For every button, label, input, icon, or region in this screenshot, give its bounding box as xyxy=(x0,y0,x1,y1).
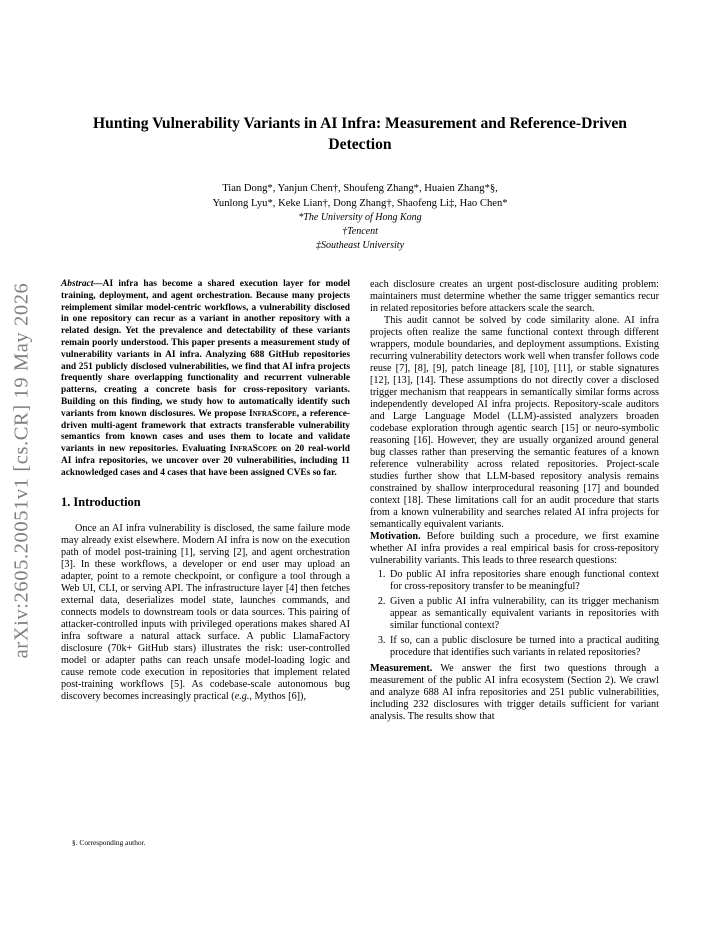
motivation-paragraph xyxy=(370,531,659,567)
measurement-text: We answer the first two questions through a measurement of the public AI infra ecosystem (Section 2). We crawl and analyze 688 AI infra repositories and 251 public vulnerabilities, including 232 disclosures with trigger details sufficient for variant analysis. The results show that xyxy=(370,663,659,722)
right-paragraph-1: each disclosure creates an urgent post-disclosure auditing problem: maintainers must determine whether the same trigger semantics recur in related repositories before attackers scale the search. xyxy=(370,279,659,314)
research-question-2: 2. Given a public AI infra vulnerability, can its trigger mechanism appear as semantically equivalent variants in repositories with similar functional context? xyxy=(388,596,659,632)
measurement-paragraph xyxy=(370,663,659,723)
left-column xyxy=(61,279,350,703)
paper-title: Hunting Vulnerability Variants in AI Infra: Measurement and Reference-Driven Detection xyxy=(93,115,627,153)
research-question-3: 3. If so, can a public disclosure be turned into a practical auditing procedure that identifies such variants in related repositories? xyxy=(388,635,659,659)
motivation-text: Before building such a procedure, we first examine whether AI infra provides a real empirical basis for cross-repository vulnerability variants. This leads to three research questions: xyxy=(370,531,659,566)
tool-name: InfraScope xyxy=(248,408,297,419)
affiliation-tencent: †Tencent xyxy=(342,226,378,237)
abstract xyxy=(61,279,350,480)
right-paragraph-2: This audit cannot be solved by code similarity alone. AI infra projects often realize the same functional context through different wrappers, module boundaries, and deployment assumptions. Existing recurring vulnerability detectors work well when transfer follows code reuse [7], [8], [9], patch lineage [8], [10], [11], or stable signatures [12], [13], [14]. These assumptions do not directly cover a disclosed trigger mechanism that reappears in semantically similar forms across independently developed AI infra projects. Repository-scale auditors and Large Language Model (LLM)-assisted analyzers broaden codebase exploration through agentic search [15] or neuro-symbolic reasoning [16]. However, they are usually organized around general bug classes rather than preserving the semantic features of a known reference vulnerability across related repositories. Project-scale studies further show that LLM-based repository analysis remains constrained by shallow interprocedural reasoning [17] and bounded context [18]. These limitations call for an audit procedure that starts from a known vulnerability and searches related AI infra projects for semantically equivalent variants. xyxy=(370,315,659,530)
intro-p1-end: , Mythos [6]), xyxy=(249,690,306,702)
research-questions xyxy=(370,569,659,659)
author-block xyxy=(60,182,660,253)
measurement-label: Measurement. xyxy=(370,663,433,674)
author-line-1: Tian Dong*, Yanjun Chen†, Shoufeng Zhang*, Huaien Zhang*§, xyxy=(222,183,498,194)
footnote-corresponding-author: §. Corresponding author. xyxy=(72,838,146,847)
affiliation-hku: *The University of Hong Kong xyxy=(298,212,422,223)
right-column xyxy=(370,279,659,723)
arxiv-identifier-sidebar xyxy=(2,255,42,685)
arxiv-identifier: arXiv:2605.20051v1 [cs.CR] 19 May 2026 xyxy=(10,282,33,658)
intro-paragraph-1 xyxy=(61,523,350,703)
abstract-body-2: , a reference-driven multi-agent framework that extracts transferable vulnerability semantics from known cases and uses them to locate and validate variants in new repositories. Evaluating xyxy=(61,408,350,455)
intro-p1-eg: e.g. xyxy=(234,690,250,702)
tool-name-2: InfraScope xyxy=(229,444,278,455)
abstract-lead: Abstract xyxy=(61,279,94,289)
abstract-body: —AI infra has become a shared execution layer for model training, deployment, and agent orchestration. Because many projects reimplement similar model-centric workflows, a vulnerability disclosed in one repository can recur as a variant in another repository with a related design. Yet the prevalence and detectability of these variants remain poorly understood. This paper presents a measurement study of vulnerability variants in AI infra. Analyzing 688 GitHub repositories and 251 publicly disclosed vulnerabilities, we find that AI infra projects frequently share overlapping functionality and recurrent vulnerable patterns, creating a concrete basis for cross-repository variants. Building on this finding, we study how to automatically identify such variants from known disclosures. We propose xyxy=(61,279,350,419)
abstract-body-3: on 20 real-world AI infra repositories, we uncover over 20 vulnerabilities, including 11 acknowledged cases and 4 cases that have been assigned CVEs so far. xyxy=(61,444,351,478)
section-heading-introduction: 1. Introduction xyxy=(61,494,141,509)
motivation-label: Motivation. xyxy=(370,531,421,542)
intro-p1-text: Once an AI infra vulnerability is disclosed, the same failure mode may already exist elsewhere. Modern AI infra is now on the execution path of model post-training [1], serving [2], and agent orchestration [3]. In these workflows, a developer or end user may upload an adapter, point to a remote checkpoint, or configure a tool through a Web UI, CLI, or serving API. The infrastructure layer [4] then fetches external data, deserializes model state, launches commands, and connects models to downstream tools or data sources. This pairing of attacker-controlled inputs with privileged operations makes shared AI infra software a natural attack surface. A public LlamaFactory disclosure (70k+ GitHub stars) illustrates the risk: user-controlled model or adapter paths can reach unsafe model-loading logic and cause remote code execution in repositories that implement related post-training workflows [5]. As codebase-scale autonomous bug discovery becomes increasingly practical ( xyxy=(61,522,350,702)
affiliation-seu: ‡Southeast University xyxy=(315,240,405,251)
research-question-1: 1. Do public AI infra repositories share enough functional context for cross-repository transfer to be meaningful? xyxy=(388,569,659,593)
author-line-2: Yunlong Lyu*, Keke Lian†, Dong Zhang†, Shaofeng Li‡, Hao Chen* xyxy=(212,197,508,209)
